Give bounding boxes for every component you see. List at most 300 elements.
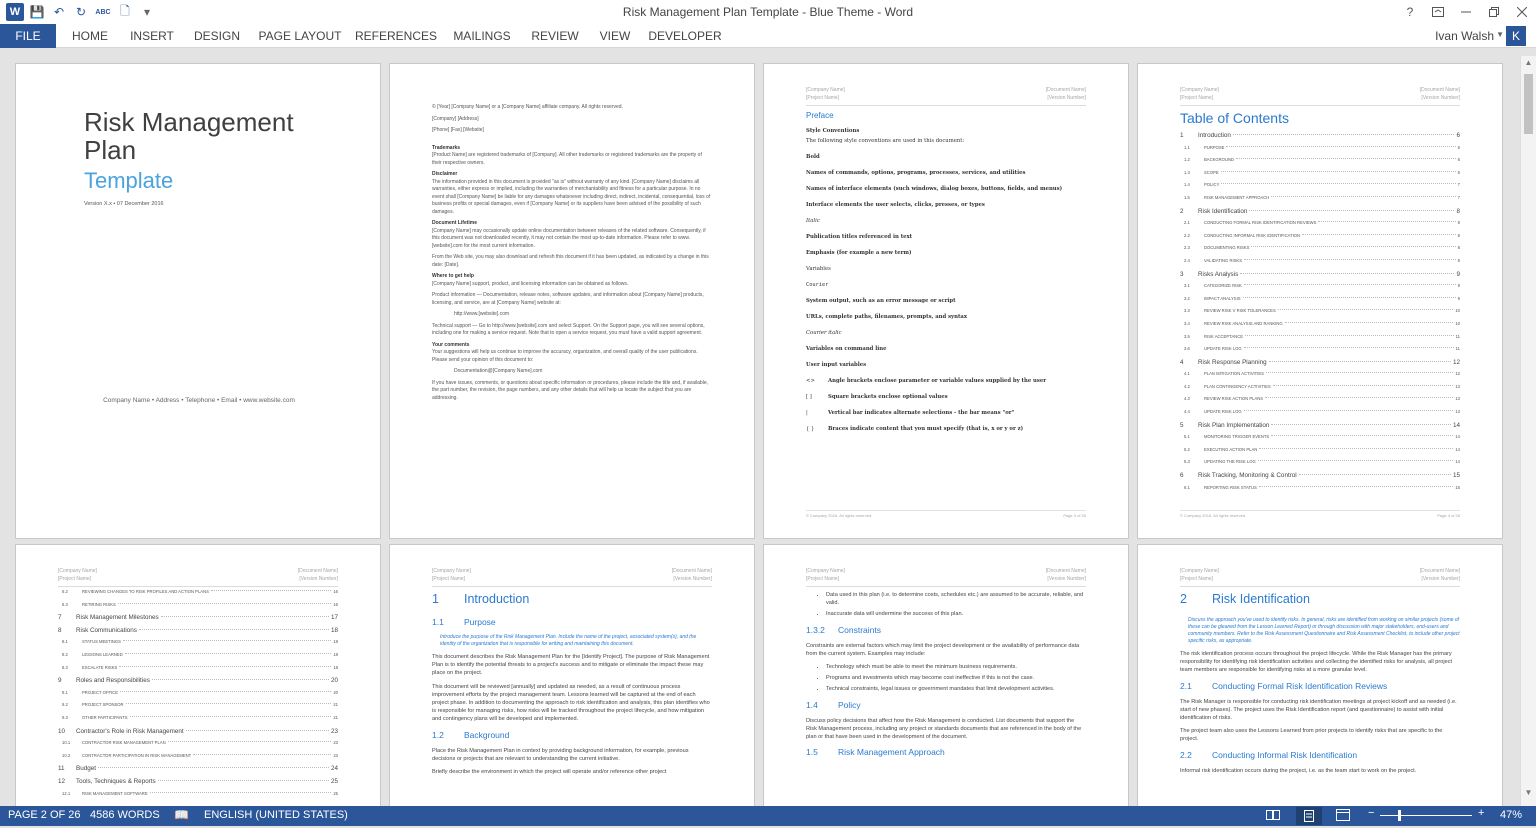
- read-mode-icon[interactable]: [1266, 809, 1280, 824]
- body-paragraph: Discuss policy decisions that affect how the Risk Management is conducted. List documents that support the Risk Management process, including any project or standards documents that are referenced in the body of the plan or that have been used in the development of the document.: [806, 717, 1082, 741]
- heading-text: Risk Management Approach: [838, 747, 945, 758]
- user-name[interactable]: Ivan Walsh: [1435, 29, 1494, 43]
- toc-page-number: 14: [1455, 459, 1460, 465]
- toc-entry[interactable]: [58, 715, 338, 728]
- spelling-icon[interactable]: ABC: [95, 8, 111, 16]
- toc-label: REVIEWING CHANGES TO RISK PROFILES AND ACTION PLANS: [82, 589, 209, 594]
- toc-page-number: 25: [330, 777, 338, 785]
- toc-entry[interactable]: [58, 753, 338, 766]
- minimize-icon[interactable]: [1452, 0, 1480, 24]
- toc-leader: [1226, 146, 1455, 147]
- style-convention-row: Variables on command line: [806, 346, 887, 352]
- toc-entry[interactable]: [58, 589, 338, 602]
- header-version: [Version Number]: [1047, 95, 1086, 101]
- toc-leader: [168, 741, 332, 742]
- toc-entry[interactable]: [58, 778, 338, 791]
- header-company: [Company Name]: [806, 568, 845, 574]
- page-cover[interactable]: [15, 63, 381, 539]
- toc-entry[interactable]: [58, 740, 338, 753]
- toc-entry[interactable]: [1180, 195, 1460, 208]
- toc-page-number: 13: [1455, 409, 1460, 415]
- toc-entry[interactable]: [58, 614, 338, 627]
- toc-number: 11: [58, 765, 65, 773]
- title-bar: [0, 0, 1536, 24]
- toc-label: DOCUMENTING RISKS: [1204, 245, 1250, 251]
- heading-constraints: [806, 625, 1086, 636]
- print-layout-icon[interactable]: [1296, 807, 1322, 825]
- cover-title-line1: Risk Management: [84, 107, 294, 137]
- toc-leader: [126, 703, 332, 704]
- toc-label: RISK MANAGEMENT SOFTWARE: [82, 790, 148, 796]
- toc-label: LESSONS LEARNED: [82, 651, 123, 657]
- toc-entry[interactable]: [1180, 359, 1460, 372]
- heading-informal-identification: [1180, 750, 1460, 761]
- legal-paragraph: Product information — Documentation, release notes, software updates, and information about [Company Name] products, licensing, and service, are at [Company Name] website at:: [432, 292, 704, 306]
- toc-page-number: 8: [1457, 232, 1460, 238]
- toc-leader: [130, 716, 332, 717]
- toc-entry[interactable]: [1180, 422, 1460, 435]
- toc-entry[interactable]: [58, 728, 338, 741]
- status-bar: [0, 806, 1536, 826]
- toc-leader: [1259, 486, 1454, 487]
- style-convention-row: Names of commands, options, programs, processes, services, and utilities: [806, 170, 1026, 176]
- toc-page-number: 23: [330, 727, 338, 735]
- toc-leader: [139, 629, 329, 630]
- toc-page-number: 11: [1455, 346, 1460, 352]
- toc-page-number: 20: [333, 689, 338, 695]
- toc-number: 8.3: [62, 664, 68, 670]
- toc: [1180, 110, 1460, 497]
- list-item: • Data used in this plan (i.e. to determine costs, schedules etc.) are assumed to be accurate, reliable, and valid.: [826, 591, 1086, 607]
- toc-number: 9.1: [62, 689, 68, 695]
- toc-leader: [211, 590, 331, 591]
- save-icon[interactable]: 💾: [29, 5, 45, 19]
- toc-label: PLAN CONTINGENCY ACTIVITIES: [1204, 383, 1271, 389]
- toc-entry[interactable]: [1180, 384, 1460, 397]
- list-item: • Programs and investments which may become cost ineffective if this is not the case.: [826, 674, 1086, 682]
- toc-label: CONDUCTING FORMAL RISK IDENTIFICATION REVIEWS: [1204, 220, 1317, 226]
- tab-home[interactable]: HOME: [72, 29, 108, 43]
- tab-mailings[interactable]: MAILINGS: [453, 29, 511, 43]
- toc-entry[interactable]: [58, 665, 338, 678]
- toc-page-number: 16: [333, 601, 338, 607]
- header-document: [Document Name]: [297, 568, 338, 574]
- header-company: [Company Name]: [1180, 87, 1219, 93]
- preface-content: [806, 111, 1086, 441]
- footer-copyright: © Company 2016. All rights reserved.: [806, 513, 873, 518]
- header-company: [Company Name]: [432, 568, 471, 574]
- zoom-in-icon[interactable]: +: [1478, 807, 1485, 819]
- legal-paragraph: The information provided in this document is provided "as is" without warranty of any kind. [Company Name] disclaims all warranties, either express or implied, including the warranties of merchantability and fitness for a particular purpose. In no event shall [Company Name] be liable for any damages whatsoever including direct, indirect, incidental, consequential, loss of business profits or special damages, even if [Company Name] or its suppliers have been advised of the possibility of such damages.: [432, 178, 711, 215]
- symbol-description: Square brackets enclose optional values: [828, 394, 948, 400]
- ribbon-tabs: [0, 24, 1536, 48]
- toc-entry[interactable]: [1180, 220, 1460, 233]
- toc-entry[interactable]: [1180, 283, 1460, 296]
- toc-entry[interactable]: [1180, 472, 1460, 485]
- toc-number: 10.2: [62, 752, 71, 758]
- page-introduction[interactable]: [389, 544, 755, 806]
- toc-label: STATUS MEETINGS: [82, 639, 121, 645]
- proofing-icon[interactable]: 📖: [174, 808, 189, 822]
- heading-number: 2: [1180, 592, 1187, 606]
- toc-entry[interactable]: [1180, 321, 1460, 334]
- style-convention-row: Courier italic: [806, 330, 842, 336]
- toc-leader: [1271, 424, 1451, 425]
- toc-entry[interactable]: [58, 791, 338, 804]
- toc-number: 6.1: [1184, 484, 1190, 490]
- toc-page-number: 21: [333, 714, 338, 720]
- legal-paragraph: From the Web site, you may also download and refresh this document if it has been updated, as indicated by a change in this date: [Date].: [432, 254, 709, 268]
- heading-formal-reviews: [1180, 681, 1460, 692]
- toc-label: Roles and Responsibilities: [76, 677, 150, 685]
- toc-entry[interactable]: [1180, 271, 1460, 284]
- toc-label: CONTRACTOR PARTICIPATION IN RISK MANAGEMENT: [82, 752, 192, 758]
- toc-entry[interactable]: [1180, 334, 1460, 347]
- toc-label: Budget: [76, 765, 96, 773]
- legal-heading: Disclaimer: [432, 171, 458, 177]
- toc-label: Risk Identification: [1198, 207, 1248, 215]
- toc-entry[interactable]: [1180, 145, 1460, 158]
- toc-entry[interactable]: [1180, 409, 1460, 422]
- toc-label: POLICY: [1204, 182, 1220, 188]
- toc-page-number: 6: [1456, 132, 1460, 139]
- quick-access-toolbar: [6, 3, 156, 21]
- toc-number: 6: [1180, 472, 1184, 480]
- page-count[interactable]: PAGE 2 OF 26: [8, 809, 81, 821]
- toc-entry[interactable]: [1180, 170, 1460, 183]
- heading-purpose: [432, 617, 712, 628]
- toc-entry[interactable]: [1180, 346, 1460, 359]
- legal-address: [Company] [Address]: [432, 115, 479, 122]
- symbol: [ ]: [806, 394, 812, 400]
- body-paragraph: This document will be reviewed [annually] and updated as needed, as a result of continuous process improvement efforts by the project management team. Lessons learned will be captured at the end of each project phase. In addition to documenting the approach to risk identification and analysis, this plan identifies who is responsible for managing risks, how risks will be tracked throughout the project lifecycle, and how mitigation and contingency plans will be developed and implemented.: [432, 683, 710, 723]
- toc-leader: [1243, 297, 1456, 298]
- toc-leader: [1285, 322, 1454, 323]
- toc-page-number: 18: [333, 639, 338, 645]
- symbol-description: Angle brackets enclose parameter or variable values supplied by the user: [828, 378, 1047, 384]
- toc-entry[interactable]: [1180, 245, 1460, 258]
- page-risk-identification[interactable]: [1137, 544, 1503, 806]
- close-icon[interactable]: [1508, 0, 1536, 24]
- tab-review[interactable]: REVIEW: [531, 29, 579, 43]
- heading-number: 1.2: [432, 729, 444, 740]
- tab-design[interactable]: DESIGN: [193, 29, 240, 43]
- symbol: { }: [806, 426, 815, 432]
- toc-page-number: 8: [1457, 245, 1460, 251]
- toc-entry[interactable]: [1180, 182, 1460, 195]
- page-header: [806, 86, 1086, 106]
- page-toc-continued[interactable]: [15, 544, 381, 806]
- style-convention-row: Publication titles referenced in text: [806, 234, 913, 240]
- zoom-level[interactable]: 47%: [1500, 809, 1523, 821]
- header-project: [Project Name]: [1180, 576, 1214, 582]
- list-item: • Inaccurate data will undermine the success of this plan.: [826, 610, 1086, 618]
- symbol-description: Vertical bar indicates alternate selections - the bar means "or": [828, 410, 1015, 416]
- toc-leader: [158, 780, 329, 781]
- heading-number: 2.2: [1180, 749, 1192, 760]
- header-document: [Document Name]: [1045, 568, 1086, 574]
- heading-text: Conducting Formal Risk Identification Reviews: [1212, 680, 1388, 691]
- toc-entry[interactable]: [1180, 296, 1460, 309]
- toc-number: 5.3: [1184, 459, 1190, 465]
- toc-label: BACKGROUND: [1204, 157, 1235, 163]
- toc-leader: [125, 653, 332, 654]
- toc-label: RETIRING RISKS: [82, 601, 116, 607]
- symbol-convention-row: [806, 425, 1086, 441]
- toc-entry[interactable]: [1180, 396, 1460, 409]
- toc-label: IMPACT ANALYSIS: [1204, 295, 1241, 301]
- toc-number: 2.1: [1184, 220, 1190, 226]
- page-header: [432, 567, 712, 587]
- toc-label: UPDATING THE RISK LOG: [1204, 459, 1256, 465]
- toc-number: 9: [58, 677, 62, 685]
- tab-file[interactable]: FILE: [0, 24, 56, 48]
- toc-leader: [1221, 183, 1455, 184]
- style-convention-row: User input variables: [806, 362, 867, 368]
- page-legal[interactable]: [389, 63, 755, 539]
- restore-icon[interactable]: [1480, 0, 1508, 24]
- legal-link[interactable]: http://www.[website].com: [454, 311, 510, 317]
- toc-entry[interactable]: [1180, 485, 1460, 498]
- toc-entry[interactable]: [1180, 258, 1460, 271]
- style-convention-row: URLs, complete paths, filenames, prompts, and syntax: [806, 314, 968, 320]
- heading-number: 1.3.2: [806, 624, 825, 635]
- ribbon-display-icon[interactable]: [1424, 0, 1452, 24]
- legal-copyright: © [Year] [Company Name] or a [Company Name] affiliate company. All rights reserved.: [432, 104, 623, 110]
- toc-number: 3.1: [1184, 283, 1190, 289]
- vertical-scrollbar[interactable]: [1520, 56, 1536, 806]
- toc-page-number: 20: [330, 677, 338, 685]
- toc-label: RISK ACCEPTANCE: [1204, 333, 1244, 339]
- toc-leader: [1251, 246, 1455, 247]
- toc-entry[interactable]: [1180, 447, 1460, 460]
- toc-leader: [152, 679, 329, 680]
- page-header: [58, 567, 338, 587]
- toc-entry[interactable]: [1180, 459, 1460, 472]
- heading-number: 1.4: [806, 699, 818, 710]
- heading-number: 1: [432, 592, 439, 606]
- legal-heading: Where to get help: [432, 273, 474, 279]
- toc-label: SCOPE: [1204, 169, 1219, 175]
- toc-page-number: 10: [1455, 320, 1460, 326]
- toc-number: 5: [1180, 421, 1184, 429]
- language[interactable]: ENGLISH (UNITED STATES): [204, 809, 348, 821]
- toc-leader: [118, 603, 332, 604]
- legal-paragraph: [Product Name] are registered trademarks of [Company]. All other trademarks or registered trademarks are the property of their respective owners.: [432, 152, 702, 166]
- toc-entry[interactable]: [58, 690, 338, 703]
- page-preface[interactable]: [763, 63, 1129, 539]
- toc-page-number: 14: [1455, 446, 1460, 452]
- toc-label: PLAN MITIGATION ACTIVITIES: [1204, 371, 1264, 377]
- tab-page-layout[interactable]: PAGE LAYOUT: [258, 29, 342, 43]
- page-footer: [1180, 510, 1460, 518]
- toc-entry[interactable]: [1180, 434, 1460, 447]
- body-paragraph: Place the Risk Management Plan in context by providing background information, for example, previous decisions or projects that are relevant to understanding the current initiative.: [432, 747, 689, 762]
- toc-number: 8: [58, 626, 62, 634]
- toc-page-number: 18: [333, 664, 338, 670]
- preface-intro: The following style conventions are used in this document:: [806, 138, 965, 144]
- toc-entry[interactable]: [58, 765, 338, 778]
- toc-label: REPORTING RISK STATUS: [1204, 484, 1257, 490]
- toc-number: 1.3: [1184, 169, 1190, 175]
- preface-title: Preface: [806, 111, 834, 120]
- toc-page-number: 23: [333, 752, 338, 758]
- toc-number: 1.1: [1184, 144, 1190, 150]
- header-company: [Company Name]: [58, 568, 97, 574]
- toc-entry[interactable]: [1180, 208, 1460, 221]
- toc-label: Risk Plan Implementation: [1198, 421, 1270, 429]
- toc-label: PROJECT OFFICE: [82, 689, 118, 695]
- toc-leader: [1259, 448, 1453, 449]
- page-toc[interactable]: [1137, 63, 1503, 539]
- toc-page-number: 21: [333, 702, 338, 708]
- introduction-content: [432, 591, 712, 781]
- toc-continued: [58, 589, 338, 803]
- toc-label: CATEGORIZE RISK: [1204, 283, 1242, 289]
- style-convention-row: Italic: [806, 218, 820, 224]
- tab-developer[interactable]: DEVELOPER: [648, 29, 722, 43]
- toc-leader: [1244, 347, 1454, 348]
- toc-page-number: 13: [1455, 383, 1460, 389]
- toc-label: Risk Management Milestones: [76, 614, 159, 622]
- toc-page-number: 8: [1456, 207, 1460, 215]
- web-layout-icon[interactable]: [1336, 809, 1350, 824]
- toc-label: OTHER PARTICIPANTS: [82, 714, 128, 720]
- bullet-list: [806, 591, 1086, 619]
- toc-entry[interactable]: [1180, 157, 1460, 170]
- scroll-up-icon[interactable]: ▲: [1524, 58, 1533, 67]
- toc-page-number: 11: [1455, 333, 1460, 339]
- body-paragraph: Constraints are external factors which may limit the project development or the availability of performance data from the current system. Examples may include:: [806, 642, 1080, 657]
- toc-entry[interactable]: [58, 627, 338, 640]
- body-paragraph: Informal risk identification occurs during the project, i.e. as the team start to work on the project.: [1180, 767, 1417, 774]
- redo-icon[interactable]: ↻: [75, 5, 87, 19]
- toc-entry[interactable]: [58, 702, 338, 715]
- toc-page-number: 13: [1455, 396, 1460, 402]
- document-area[interactable]: [0, 49, 1520, 806]
- header-document: [Document Name]: [1045, 87, 1086, 93]
- toc-entry[interactable]: [1180, 371, 1460, 384]
- toc-entry[interactable]: [1180, 308, 1460, 321]
- toc-label: PURPOSE: [1204, 144, 1225, 150]
- toc-label: MONITORING TRIGGER EVENTS: [1204, 434, 1270, 440]
- toc-leader: [1249, 210, 1454, 211]
- tab-view[interactable]: VIEW: [599, 29, 631, 43]
- toc-page-number: 14: [1452, 421, 1460, 429]
- toc-entry[interactable]: [58, 602, 338, 615]
- toc-entry[interactable]: [58, 652, 338, 665]
- preface-symbol-rows: [806, 377, 1086, 441]
- tab-references[interactable]: REFERENCES: [354, 29, 437, 43]
- header-project: [Project Name]: [806, 576, 840, 582]
- zoom-slider[interactable]: [1380, 815, 1472, 816]
- toc-number: 4.1: [1184, 371, 1190, 377]
- undo-icon[interactable]: ↶: [53, 5, 65, 19]
- heading-text: Policy: [838, 699, 861, 710]
- toc-number: 1.4: [1184, 182, 1190, 188]
- header-project: [Project Name]: [432, 576, 466, 582]
- word-logo-icon[interactable]: W: [6, 3, 24, 21]
- legal-email[interactable]: Documentation@[Company Name].com: [454, 368, 543, 374]
- list-item: • Technology which must be able to meet the minimum business requirements.: [826, 663, 1086, 671]
- guidance-text: Introduce the purpose of the Risk Management Plan. Include the name of the project, associated system(s), and the identity of the organization that is responsible for writing and maintaining this document.: [440, 634, 697, 647]
- legal-paragraph: Technical support — Go to http://www.[website].com and select Support. On the Support page, you will see several options, including one for making a service request. Note that to open a service request, you must have a valid support agreement.: [432, 322, 705, 336]
- toc-number: 1.5: [1184, 194, 1190, 200]
- avatar[interactable]: K: [1506, 26, 1526, 46]
- bullet-list: [806, 663, 1086, 694]
- heading-number: 1.5: [806, 747, 818, 758]
- toc-label: RISK MANAGEMENT APPROACH: [1204, 194, 1270, 200]
- toc-leader: [1302, 234, 1456, 235]
- body-paragraph: The project team also uses the Lessons Learned from prior projects to identify risks that are specific to the project.: [1180, 728, 1443, 743]
- preface-style-heading: Style Conventions: [806, 128, 860, 134]
- symbol-convention-row: [806, 409, 1086, 425]
- toc-page-number: 18: [330, 626, 338, 634]
- toc-page-number: 16: [333, 589, 338, 594]
- word-count[interactable]: 4586 WORDS: [90, 809, 160, 821]
- toc-number: 2: [1180, 207, 1184, 215]
- zoom-out-icon[interactable]: −: [1368, 807, 1375, 819]
- toc-entry[interactable]: [1180, 132, 1460, 145]
- page-scope[interactable]: [763, 544, 1129, 806]
- toc-number: 4: [1180, 358, 1184, 366]
- toc-leader: [119, 666, 331, 667]
- toc-page-number: 10: [1455, 308, 1460, 314]
- toc-label: ESCALATE RISKS: [82, 664, 118, 670]
- header-version: [Version Number]: [1421, 576, 1460, 582]
- style-convention-row: Names of interface elements (such windows, dialog boxes, buttons, fields, and menus): [806, 186, 1063, 192]
- scrollbar-thumb[interactable]: [1524, 74, 1533, 134]
- heading-introduction: [432, 591, 712, 607]
- toc-page-number: 18: [333, 651, 338, 657]
- toc-number: 3.4: [1184, 320, 1190, 326]
- heading-text: Background: [464, 729, 510, 740]
- footer-copyright: © Company 2016. All rights reserved.: [1180, 513, 1247, 518]
- toc-leader: [1265, 397, 1453, 398]
- legal-phone: [Phone] [Fax] [Website]: [432, 127, 484, 133]
- legal-paragraph: [Company Name] may occasionally update online documentation between releases of the related software. Consequently, if this document was not downloaded recently, it may not contain the most up-to-date information. Please refer to www.[website].com for the most current information.: [432, 227, 706, 249]
- toc-label: PROJECT SPONSOR: [82, 702, 124, 708]
- toc-leader: [193, 754, 331, 755]
- toc-entry[interactable]: [1180, 233, 1460, 246]
- user-menu-chevron-icon[interactable]: ▼: [1496, 30, 1504, 39]
- help-icon[interactable]: ?: [1406, 5, 1414, 19]
- toc-number: 9.2: [62, 702, 68, 708]
- toc-page-number: 6: [1457, 169, 1460, 175]
- page-header: [1180, 86, 1460, 106]
- window-title: Risk Management Plan Template - Blue Theme - Word: [622, 5, 914, 19]
- toc-number: 5.1: [1184, 434, 1190, 440]
- body-paragraph: Briefly describe the environment in which the project will operate and/or reference other project: [432, 769, 667, 776]
- symbol-convention-row: [806, 393, 1086, 409]
- toc-page-number: 7: [1457, 182, 1460, 188]
- guidance-text: Discuss the approach you've used to identify risks. In general, risks are identified from working on similar projects (some of these can be gleaned from the Lesson Learned Report) or through discussion with major stakeholders, end-users and community members. Refer to the Risk Assessment Questionnaire and Risk Assessment Checklist, to include other project specific risks, as appropriate.: [1188, 617, 1460, 644]
- toc-number: 3.3: [1184, 308, 1190, 314]
- zoom-slider-thumb[interactable]: [1398, 810, 1401, 821]
- toc-number: 10: [58, 727, 66, 735]
- toc-leader: [186, 730, 329, 731]
- toc-number: 1.2: [1184, 157, 1190, 163]
- new-document-icon[interactable]: 🗋: [120, 3, 130, 18]
- scroll-down-icon[interactable]: ▼: [1524, 788, 1533, 797]
- customize-toolbar-icon[interactable]: ▾: [143, 5, 151, 19]
- toc-number: 8.2: [62, 651, 68, 657]
- toc-entry[interactable]: [58, 677, 338, 690]
- toc-entry[interactable]: [58, 639, 338, 652]
- toc-page-number: 9: [1457, 283, 1460, 289]
- tab-insert[interactable]: INSERT: [130, 29, 174, 43]
- header-project: [Project Name]: [1180, 95, 1214, 101]
